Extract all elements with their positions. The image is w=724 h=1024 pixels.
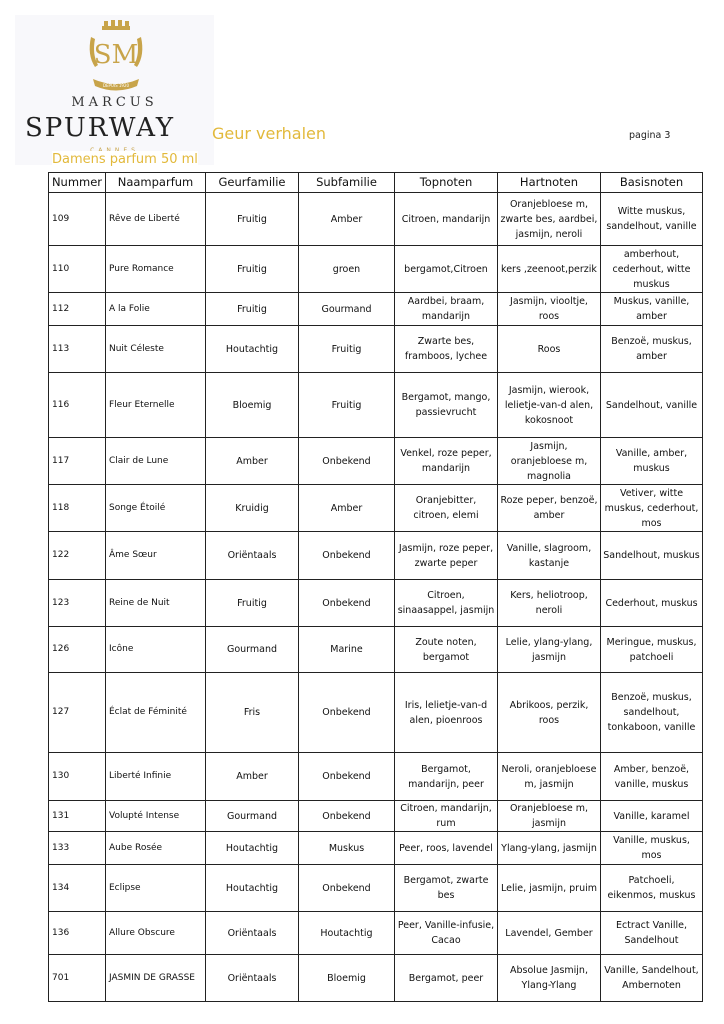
cell-basisnoten: Vanille, karamel — [601, 801, 703, 832]
table-row — [49, 532, 703, 580]
cell-naam: Pure Romance — [106, 246, 206, 293]
cell-nummer: 130 — [49, 753, 106, 801]
cell-basisnoten: Amber, benzoë, vanille, muskus — [601, 753, 703, 801]
brand-name-top: MARCUS — [71, 95, 158, 110]
cell-nummer: 127 — [49, 673, 106, 753]
cell-subfamilie: groen — [299, 246, 395, 293]
cell-geurfamilie: Oriëntaals — [206, 912, 299, 955]
cell-hartnoten: Abrikoos, perzik, roos — [498, 673, 601, 753]
cell-nummer: 136 — [49, 912, 106, 955]
cell-nummer: 701 — [49, 955, 106, 1002]
brand-logo — [15, 15, 214, 165]
cell-basisnoten: Sandelhout, vanille — [601, 373, 703, 438]
document-title: Geur verhalen — [212, 124, 327, 143]
cell-subfamilie: Amber — [299, 193, 395, 246]
cell-geurfamilie: Houtachtig — [206, 832, 299, 865]
perfume-table — [48, 172, 703, 1002]
table-row — [49, 580, 703, 627]
cell-naam: Volupté Intense — [106, 801, 206, 832]
table-row — [49, 832, 703, 865]
table-row — [49, 912, 703, 955]
cell-geurfamilie: Amber — [206, 438, 299, 485]
cell-basisnoten: Sandelhout, muskus — [601, 532, 703, 580]
cell-naam: Rêve de Liberté — [106, 193, 206, 246]
cell-nummer: 118 — [49, 485, 106, 532]
cell-subfamilie: Onbekend — [299, 673, 395, 753]
cell-basisnoten: Benzoë, muskus, amber — [601, 326, 703, 373]
cell-hartnoten: Vanille, slagroom, kastanje — [498, 532, 601, 580]
cell-basisnoten: amberhout, cederhout, witte muskus — [601, 246, 703, 293]
cell-topnoten: Citroen, mandarijn — [395, 193, 498, 246]
cell-hartnoten: Lelie, ylang-ylang, jasmijn — [498, 627, 601, 673]
cell-topnoten: bergamot,Citroen — [395, 246, 498, 293]
cell-geurfamilie: Houtachtig — [206, 865, 299, 912]
cell-hartnoten: Oranjebloese m, jasmijn — [498, 801, 601, 832]
cell-geurfamilie: Fruitig — [206, 580, 299, 627]
cell-geurfamilie: Kruidig — [206, 485, 299, 532]
cell-naam: Éclat de Féminité — [106, 673, 206, 753]
cell-basisnoten: Meringue, muskus, patchoeli — [601, 627, 703, 673]
cell-topnoten: Peer, Vanille-infusie, Cacao — [395, 912, 498, 955]
table-header-row — [49, 173, 703, 193]
cell-basisnoten: Vanille, amber, muskus — [601, 438, 703, 485]
cell-subfamilie: Muskus — [299, 832, 395, 865]
cell-topnoten: Bergamot, peer — [395, 955, 498, 1002]
table-row — [49, 955, 703, 1002]
cell-geurfamilie: Amber — [206, 753, 299, 801]
cell-basisnoten: Muskus, vanille, amber — [601, 293, 703, 326]
cell-geurfamilie: Gourmand — [206, 627, 299, 673]
table-row — [49, 246, 703, 293]
table-row — [49, 293, 703, 326]
cell-naam: A la Folie — [106, 293, 206, 326]
cell-naam: Liberté Infinie — [106, 753, 206, 801]
cell-naam: Reine de Nuit — [106, 580, 206, 627]
table-row — [49, 193, 703, 246]
table-row — [49, 673, 703, 753]
table-row — [49, 373, 703, 438]
cell-geurfamilie: Fris — [206, 673, 299, 753]
cell-topnoten: Venkel, roze peper, mandarijn — [395, 438, 498, 485]
cell-topnoten: Bergamot, mango, passievrucht — [395, 373, 498, 438]
cell-naam: Nuit Céleste — [106, 326, 206, 373]
column-header-basisnoten: Basisnoten — [601, 173, 703, 193]
cell-geurfamilie: Fruitig — [206, 193, 299, 246]
table-row — [49, 485, 703, 532]
cell-topnoten: Citroen, mandarijn, rum — [395, 801, 498, 832]
cell-topnoten: Citroen, sinaasappel, jasmijn — [395, 580, 498, 627]
cell-topnoten: Jasmijn, roze peper, zwarte peper — [395, 532, 498, 580]
cell-hartnoten: Neroli, oranjebloese m, jasmijn — [498, 753, 601, 801]
cell-basisnoten: Vanille, muskus, mos — [601, 832, 703, 865]
column-header-topnoten: Topnoten — [395, 173, 498, 193]
cell-geurfamilie: Houtachtig — [206, 326, 299, 373]
cell-basisnoten: Ectract Vanille, Sandelhout — [601, 912, 703, 955]
cell-topnoten: Bergamot, mandarijn, peer — [395, 753, 498, 801]
table-row — [49, 753, 703, 801]
crest-monogram: SM — [93, 40, 139, 70]
cell-naam: Âme Sœur — [106, 532, 206, 580]
crest-icon — [83, 19, 149, 95]
table-row — [49, 865, 703, 912]
column-header-hartnoten: Hartnoten — [498, 173, 601, 193]
cell-hartnoten: kers ,zeenoot,perzik — [498, 246, 601, 293]
cell-hartnoten: Lavendel, Gember — [498, 912, 601, 955]
crest-since: DEPUIS 1920 — [102, 83, 130, 88]
column-header-subfamilie: Subfamilie — [299, 173, 395, 193]
column-header-naamparfum: Naamparfum — [106, 173, 206, 193]
cell-topnoten: Zwarte bes, framboos, lychee — [395, 326, 498, 373]
cell-nummer: 131 — [49, 801, 106, 832]
cell-topnoten: Iris, lelietje-van-d alen, pioenroos — [395, 673, 498, 753]
cell-naam: Allure Obscure — [106, 912, 206, 955]
cell-geurfamilie: Fruitig — [206, 293, 299, 326]
cell-nummer: 110 — [49, 246, 106, 293]
cell-topnoten: Zoute noten, bergamot — [395, 627, 498, 673]
cell-naam: Icône — [106, 627, 206, 673]
cell-basisnoten: Cederhout, muskus — [601, 580, 703, 627]
document-subtitle: Damens parfum 50 ml — [52, 152, 198, 167]
table-row — [49, 627, 703, 673]
cell-geurfamilie: Bloemig — [206, 373, 299, 438]
cell-naam: Songe Étoilé — [106, 485, 206, 532]
cell-topnoten: Peer, roos, lavendel — [395, 832, 498, 865]
cell-nummer: 134 — [49, 865, 106, 912]
cell-nummer: 109 — [49, 193, 106, 246]
cell-nummer: 112 — [49, 293, 106, 326]
cell-naam: Fleur Eternelle — [106, 373, 206, 438]
cell-subfamilie: Amber — [299, 485, 395, 532]
cell-subfamilie: Onbekend — [299, 580, 395, 627]
cell-geurfamilie: Oriëntaals — [206, 532, 299, 580]
column-header-geurfamilie: Geurfamilie — [206, 173, 299, 193]
cell-subfamilie: Houtachtig — [299, 912, 395, 955]
cell-basisnoten: Benzoë, muskus, sandelhout, tonkaboon, vanille — [601, 673, 703, 753]
cell-naam: Eclipse — [106, 865, 206, 912]
cell-subfamilie: Onbekend — [299, 753, 395, 801]
cell-nummer: 126 — [49, 627, 106, 673]
cell-nummer: 113 — [49, 326, 106, 373]
cell-hartnoten: Jasmijn, viooltje, roos — [498, 293, 601, 326]
cell-topnoten: Aardbei, braam, mandarijn — [395, 293, 498, 326]
cell-nummer: 122 — [49, 532, 106, 580]
brand-name-main: SPURWAY — [25, 113, 176, 143]
cell-hartnoten: Jasmijn, oranjebloese m, magnolia — [498, 438, 601, 485]
cell-subfamilie: Onbekend — [299, 865, 395, 912]
cell-hartnoten: Kers, heliotroop, neroli — [498, 580, 601, 627]
cell-hartnoten: Roos — [498, 326, 601, 373]
cell-topnoten: Oranjebitter, citroen, elemi — [395, 485, 498, 532]
cell-basisnoten: Vetiver, witte muskus, cederhout, mos — [601, 485, 703, 532]
cell-hartnoten: Absolue Jasmijn, Ylang-Ylang — [498, 955, 601, 1002]
cell-topnoten: Bergamot, zwarte bes — [395, 865, 498, 912]
cell-nummer: 116 — [49, 373, 106, 438]
cell-naam: JASMIN DE GRASSE — [106, 955, 206, 1002]
cell-basisnoten: Patchoeli, eikenmos, muskus — [601, 865, 703, 912]
cell-subfamilie: Onbekend — [299, 438, 395, 485]
cell-subfamilie: Onbekend — [299, 801, 395, 832]
cell-geurfamilie: Oriëntaals — [206, 955, 299, 1002]
cell-nummer: 133 — [49, 832, 106, 865]
table-row — [49, 438, 703, 485]
page-number: pagina 3 — [629, 130, 671, 141]
cell-naam: Aube Rosée — [106, 832, 206, 865]
cell-hartnoten: Oranjebloese m, zwarte bes, aardbei, jasmijn, neroli — [498, 193, 601, 246]
cell-nummer: 123 — [49, 580, 106, 627]
cell-hartnoten: Jasmijn, wierook, lelietje-van-d alen, kokosnoot — [498, 373, 601, 438]
cell-naam: Clair de Lune — [106, 438, 206, 485]
table-row — [49, 326, 703, 373]
cell-hartnoten: Ylang-ylang, jasmijn — [498, 832, 601, 865]
cell-hartnoten: Roze peper, benzoë, amber — [498, 485, 601, 532]
cell-subfamilie: Fruitig — [299, 373, 395, 438]
cell-geurfamilie: Fruitig — [206, 246, 299, 293]
cell-subfamilie: Onbekend — [299, 532, 395, 580]
cell-subfamilie: Fruitig — [299, 326, 395, 373]
cell-geurfamilie: Gourmand — [206, 801, 299, 832]
table-row — [49, 801, 703, 832]
cell-nummer: 117 — [49, 438, 106, 485]
column-header-nummer: Nummer — [49, 173, 106, 193]
cell-subfamilie: Marine — [299, 627, 395, 673]
cell-basisnoten: Vanille, Sandelhout, Ambernoten — [601, 955, 703, 1002]
cell-basisnoten: Witte muskus, sandelhout, vanille — [601, 193, 703, 246]
cell-hartnoten: Lelie, jasmijn, pruim — [498, 865, 601, 912]
cell-subfamilie: Bloemig — [299, 955, 395, 1002]
cell-subfamilie: Gourmand — [299, 293, 395, 326]
